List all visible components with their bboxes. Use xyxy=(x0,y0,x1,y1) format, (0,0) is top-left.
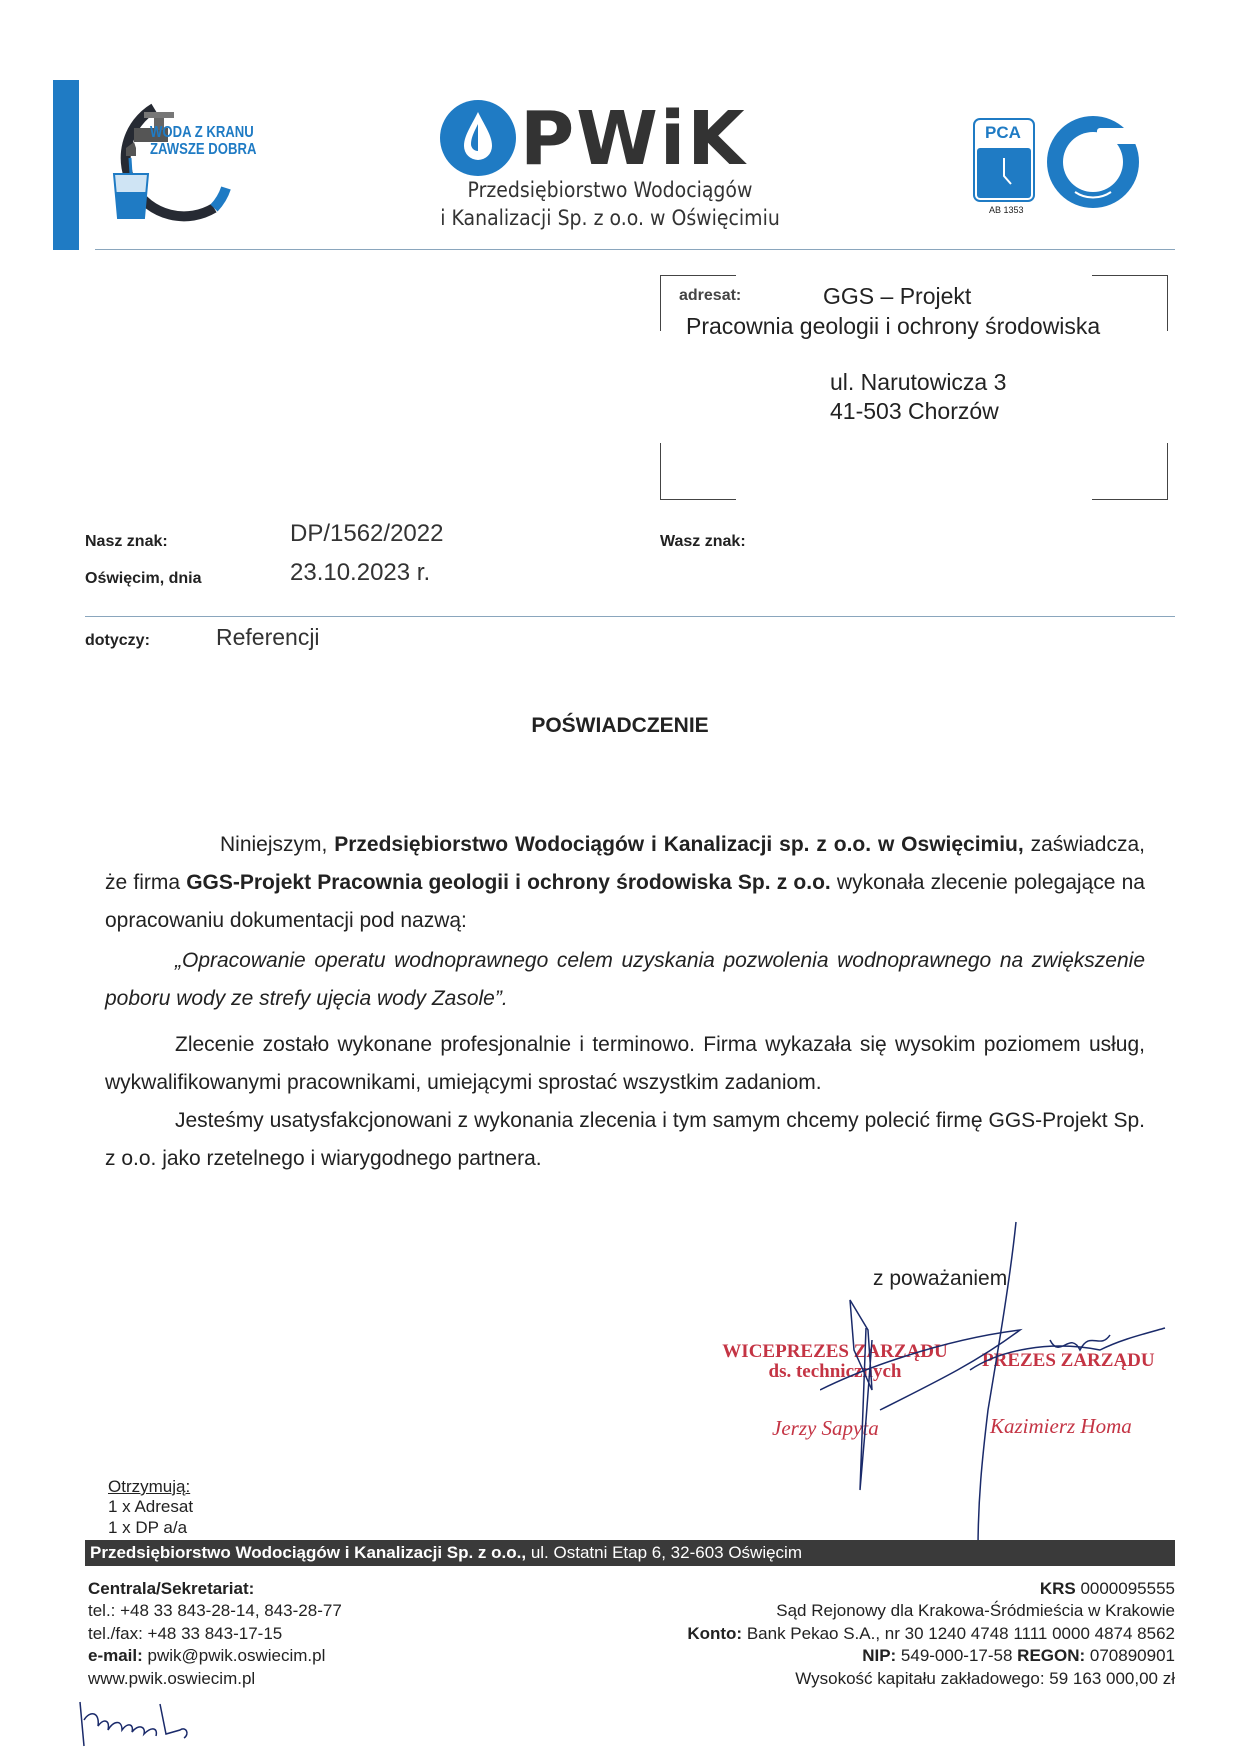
company-name-header: Przedsiębiorstwo Wodociągów i Kanalizacji Sp. z o.o. w Oświęcimiu xyxy=(440,178,780,230)
footer-website-link[interactable]: www.pwik.oswiecim.pl xyxy=(88,1669,256,1688)
address-frame-bottom-left xyxy=(660,443,736,500)
footer-address: ul. Ostatni Etap 6, 32-603 Oświęcim xyxy=(526,1543,802,1562)
president-stamp: PREZES ZARZĄDU xyxy=(982,1350,1155,1371)
tuv-nord-iso-9001-badge-icon xyxy=(1045,114,1141,210)
issuer-company: Przedsiębiorstwo Wodociągów i Kanalizacji sp. z o.o. w Oswięcimiu, xyxy=(334,833,1024,856)
closing-regards: z poważaniem xyxy=(873,1267,1008,1290)
vice-president-name: Jerzy Sapyta xyxy=(772,1416,879,1440)
pca-code: AB 1353 xyxy=(989,205,1024,215)
handwritten-initials-icon xyxy=(70,1690,210,1750)
addressee-city: 41-503 Chorzów xyxy=(830,398,999,424)
date-label: Oświęcim, dnia xyxy=(85,570,202,587)
address-frame-bottom-right xyxy=(1092,443,1168,500)
addressee-name: GGS – Projekt xyxy=(823,283,972,309)
footer-company-name: Przedsiębiorstwo Wodociągów i Kanalizacji Sp. z o.o., xyxy=(90,1543,527,1562)
footer-krs: KRS 0000095555 xyxy=(1039,1579,1175,1598)
address-frame-top-right xyxy=(1092,275,1168,331)
recipients-heading: Otrzymują: xyxy=(108,1477,191,1496)
footer-phone: tel.: +48 33 843-28-14, 843-28-77 xyxy=(88,1601,342,1620)
recipient-item: 1 x Adresat xyxy=(108,1497,194,1516)
slogan: WODA Z KRANU ZAWSZE DOBRA xyxy=(150,124,257,158)
body-paragraph-2: Zlecenie zostało wykonane profesjonalnie i terminowo. Firma wykazała się wysokim poziomem usług, wykwalifikowanymi pracownikami, umiejącymi sprostać wszystkim zadaniom. xyxy=(105,1033,1145,1094)
addressee-org: Pracownia geologii i ochrony środowiska xyxy=(686,313,1101,339)
pca-label: PCA xyxy=(985,123,1021,142)
addressee-label: adresat: xyxy=(679,287,742,304)
referenced-firm: GGS-Projekt Pracownia geologii i ochrony środowiska Sp. z o.o. xyxy=(186,871,831,894)
vice-president-stamp: WICEPREZES ZARZĄDU ds. technicznych xyxy=(722,1341,948,1382)
president-name: Kazimierz Homa xyxy=(990,1414,1132,1438)
your-ref-label: Wasz znak: xyxy=(660,533,746,550)
footer-office-heading: Centrala/Sekretariat: xyxy=(88,1579,255,1598)
header-accent-bar xyxy=(53,80,79,250)
header-divider xyxy=(95,249,1175,250)
footer-email: e-mail: pwik@pwik.oswiecim.pl xyxy=(88,1646,326,1665)
date-value: 23.10.2023 r. xyxy=(290,559,431,586)
references-divider xyxy=(85,616,1175,617)
subject-label: dotyczy: xyxy=(85,632,150,649)
body-paragraph-3: Jesteśmy usatysfakcjonowani z wykonania zlecenia i tym samym chcemy polecić firmę GGS-Projekt Sp. z o.o. jako rzetelnego i wiarygodnego partnera. xyxy=(105,1109,1145,1170)
our-ref-value: DP/1562/2022 xyxy=(290,520,444,547)
company-logo-text: PWiK xyxy=(520,96,747,182)
footer-bank-account: Konto: Bank Pekao S.A., nr 30 1240 4748 1111 0000 4874 8562 xyxy=(687,1624,1175,1643)
body-paragraph-1: Niniejszym, Przedsiębiorstwo Wodociągów i Kanalizacji sp. z o.o. w Oswięcimiu, zaświadcza, że firma GGS-Projekt Pracownia geologii i ochrony środowiska Sp. z o.o. wykonała zlecenie polegające na opracowaniu dokumentacji pod nazwą: xyxy=(105,833,1146,932)
recipient-item: 1 x DP a/a xyxy=(108,1518,188,1537)
document-title: POŚWIADCZENIE xyxy=(531,714,709,737)
footer-fax: tel./fax: +48 33 843-17-15 xyxy=(88,1624,283,1643)
footer-share-capital: Wysokość kapitału zakładowego: 59 163 000,00 zł xyxy=(795,1669,1175,1688)
footer-email-link[interactable]: pwik@pwik.oswiecim.pl xyxy=(142,1646,326,1665)
water-drop-logo-icon xyxy=(436,94,520,178)
project-title-quote: „Opracowanie operatu wodnoprawnego celem uzyskania pozwolenia wodnoprawnego na zwiększenie poboru wody ze strefy ujęcia wody Zasole”. xyxy=(105,949,1145,1010)
handwritten-signatures-icon xyxy=(820,1220,1180,1560)
addressee-street: ul. Narutowicza 3 xyxy=(830,369,1007,395)
subject-value: Referencji xyxy=(216,624,320,650)
faucet-logo-icon xyxy=(96,96,296,232)
footer-bar-text xyxy=(90,1543,802,1563)
our-ref-label: Nasz znak: xyxy=(85,533,168,550)
footer-court: Sąd Rejonowy dla Krakowa-Śródmieścia w Krakowie xyxy=(776,1601,1175,1620)
footer-tax-ids: NIP: 549-000-17-58 REGON: 070890901 xyxy=(862,1646,1175,1665)
